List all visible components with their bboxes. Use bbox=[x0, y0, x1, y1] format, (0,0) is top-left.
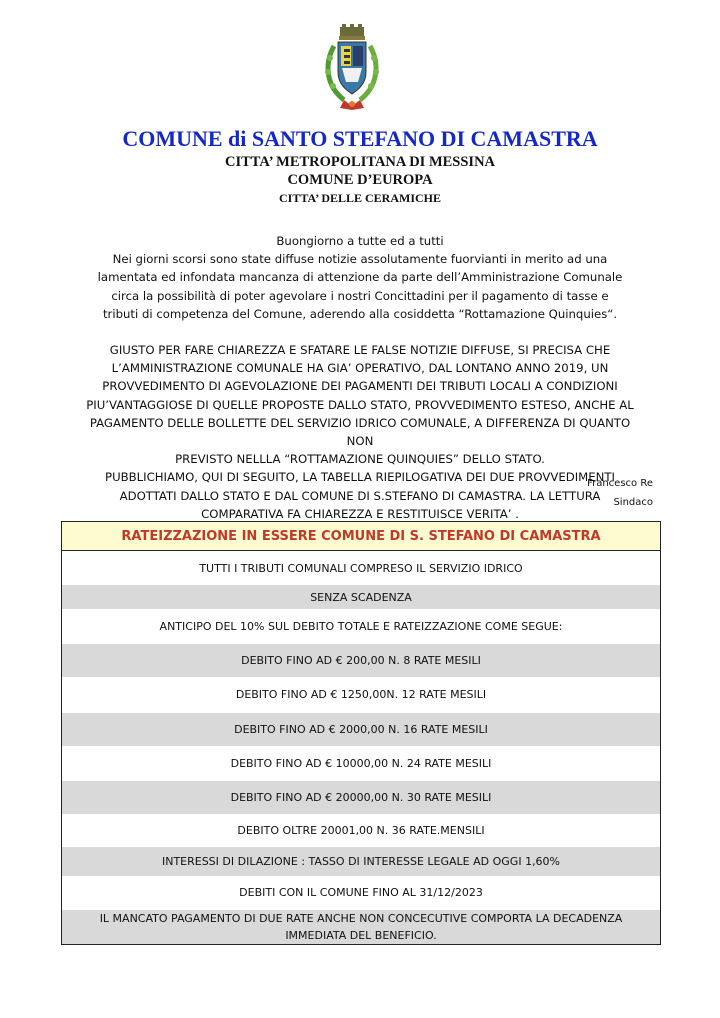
notice-line: PROVVEDIMENTO DI AGEVOLAZIONE DEI PAGAMENTI DEI TRIBUTI LOCALI A CONDIZIONI bbox=[102, 379, 618, 394]
table-row: DEBITO FINO AD € 1250,00N. 12 RATE MESILI bbox=[62, 677, 660, 711]
notice-line: PIU’VANTAGGIOSE DI QUELLE PROPOSTE DALLO STATO, PROVVEDIMENTO ESTESO, ANCHE AL bbox=[86, 397, 634, 412]
table-title: RATEIZZAZIONE IN ESSERE COMUNE DI S. STEFANO DI CAMASTRA bbox=[62, 522, 660, 551]
europe-line: COMUNE D’EUROPA bbox=[287, 172, 433, 188]
table-row-final bbox=[62, 909, 660, 944]
paragraph-gap bbox=[80, 323, 640, 341]
header bbox=[0, 126, 720, 206]
notice-line: COMPARATIVA FA CHIAREZZA E RESTITUISCE VERITA’ . bbox=[201, 506, 519, 521]
table-row: INTERESSI DI DILAZIONE : TASSO DI INTERESSE LEGALE AD OGGI 1,60% bbox=[62, 846, 660, 875]
intro-line: Nei giorni scorsi sono state diffuse notizie assolutamente fuorvianti in merito ad una bbox=[112, 252, 608, 267]
table-row-final-line2: IMMEDIATA DEL BENEFICIO. bbox=[285, 928, 437, 942]
table-row: TUTTI I TRIBUTI COMUNALI COMPRESO IL SERVIZIO IDRICO bbox=[62, 551, 660, 583]
table-row-final-line1: IL MANCATO PAGAMENTO DI DUE RATE ANCHE NON CONCECUTIVE COMPORTA LA DECADENZA bbox=[99, 911, 623, 925]
notice-line: PAGAMENTO DELLE BOLLETTE DEL SERVIZIO IDRICO COMUNALE, A DIFFERENZA DI QUANTO NON bbox=[89, 415, 631, 449]
signature bbox=[587, 474, 653, 512]
metropolitan-city-line: CITTA’ METROPOLITANA DI MESSINA bbox=[224, 154, 496, 170]
signatory-name: Francesco Re bbox=[587, 478, 653, 489]
intro-line: circa la possibilità di poter agevolare i nostri Concittadini per il pagamento di tasse e bbox=[111, 288, 609, 303]
municipality-title: COMUNE di SANTO STEFANO DI CAMASTRA bbox=[122, 126, 598, 151]
notice-line: PREVISTO NELLLA “ROTTAMAZIONE QUINQUIES” DELLO STATO. bbox=[175, 452, 545, 467]
coat-of-arms-icon bbox=[320, 24, 384, 114]
intro-line: lamentata ed infondata mancanza di attenzione da parte dell’Amministrazione Comunale bbox=[97, 270, 623, 285]
table-row: DEBITO FINO AD € 2000,00 N. 16 RATE MESILI bbox=[62, 712, 660, 746]
notice-line: ADOTTATI DALLO STATO E DAL COMUNE DI S.STEFANO DI CAMASTRA. LA LETTURA bbox=[119, 488, 601, 503]
notice-line: PUBBLICHIAMO, QUI DI SEGUITO, LA TABELLA RIEPILOGATIVA DEI DUE PROVVEDIMENTI bbox=[105, 470, 615, 485]
table-row: DEBITO FINO AD € 20000,00 N. 30 RATE MESILI bbox=[62, 780, 660, 813]
table-row: ANTICIPO DEL 10% SUL DEBITO TOTALE E RATEIZZAZIONE COME SEGUE: bbox=[62, 609, 660, 642]
table-row: DEBITO OLTRE 20001,00 N. 36 RATE.MENSILI bbox=[62, 814, 660, 846]
installment-table bbox=[61, 521, 661, 945]
table-row: DEBITI CON IL COMUNE FINO AL 31/12/2023 bbox=[62, 876, 660, 909]
intro-line: tributi di competenza del Comune, aderendo alla cosiddetta “Rottamazione Quinquies“. bbox=[102, 306, 618, 321]
notice-line: GIUSTO PER FARE CHIAREZZA E SFATARE LE FALSE NOTIZIE DIFFUSE, SI PRECISA CHE bbox=[109, 343, 611, 358]
table-row: SENZA SCADENZA bbox=[62, 584, 660, 610]
table-row: DEBITO FINO AD € 200,00 N. 8 RATE MESILI bbox=[62, 643, 660, 677]
notice-line: L’AMMINISTRAZIONE COMUNALE HA GIA’ OPERATIVO, DAL LONTANO ANNO 2019, UN bbox=[111, 361, 609, 376]
ceramics-line: CITTA’ DELLE CERAMICHE bbox=[278, 191, 442, 205]
table-row: DEBITO FINO AD € 10000,00 N. 24 RATE MESILI bbox=[62, 746, 660, 780]
signatory-role: Sindaco bbox=[613, 497, 653, 508]
announcement-body bbox=[80, 232, 640, 523]
intro-line: Buongiorno a tutte ed a tutti bbox=[276, 234, 444, 248]
